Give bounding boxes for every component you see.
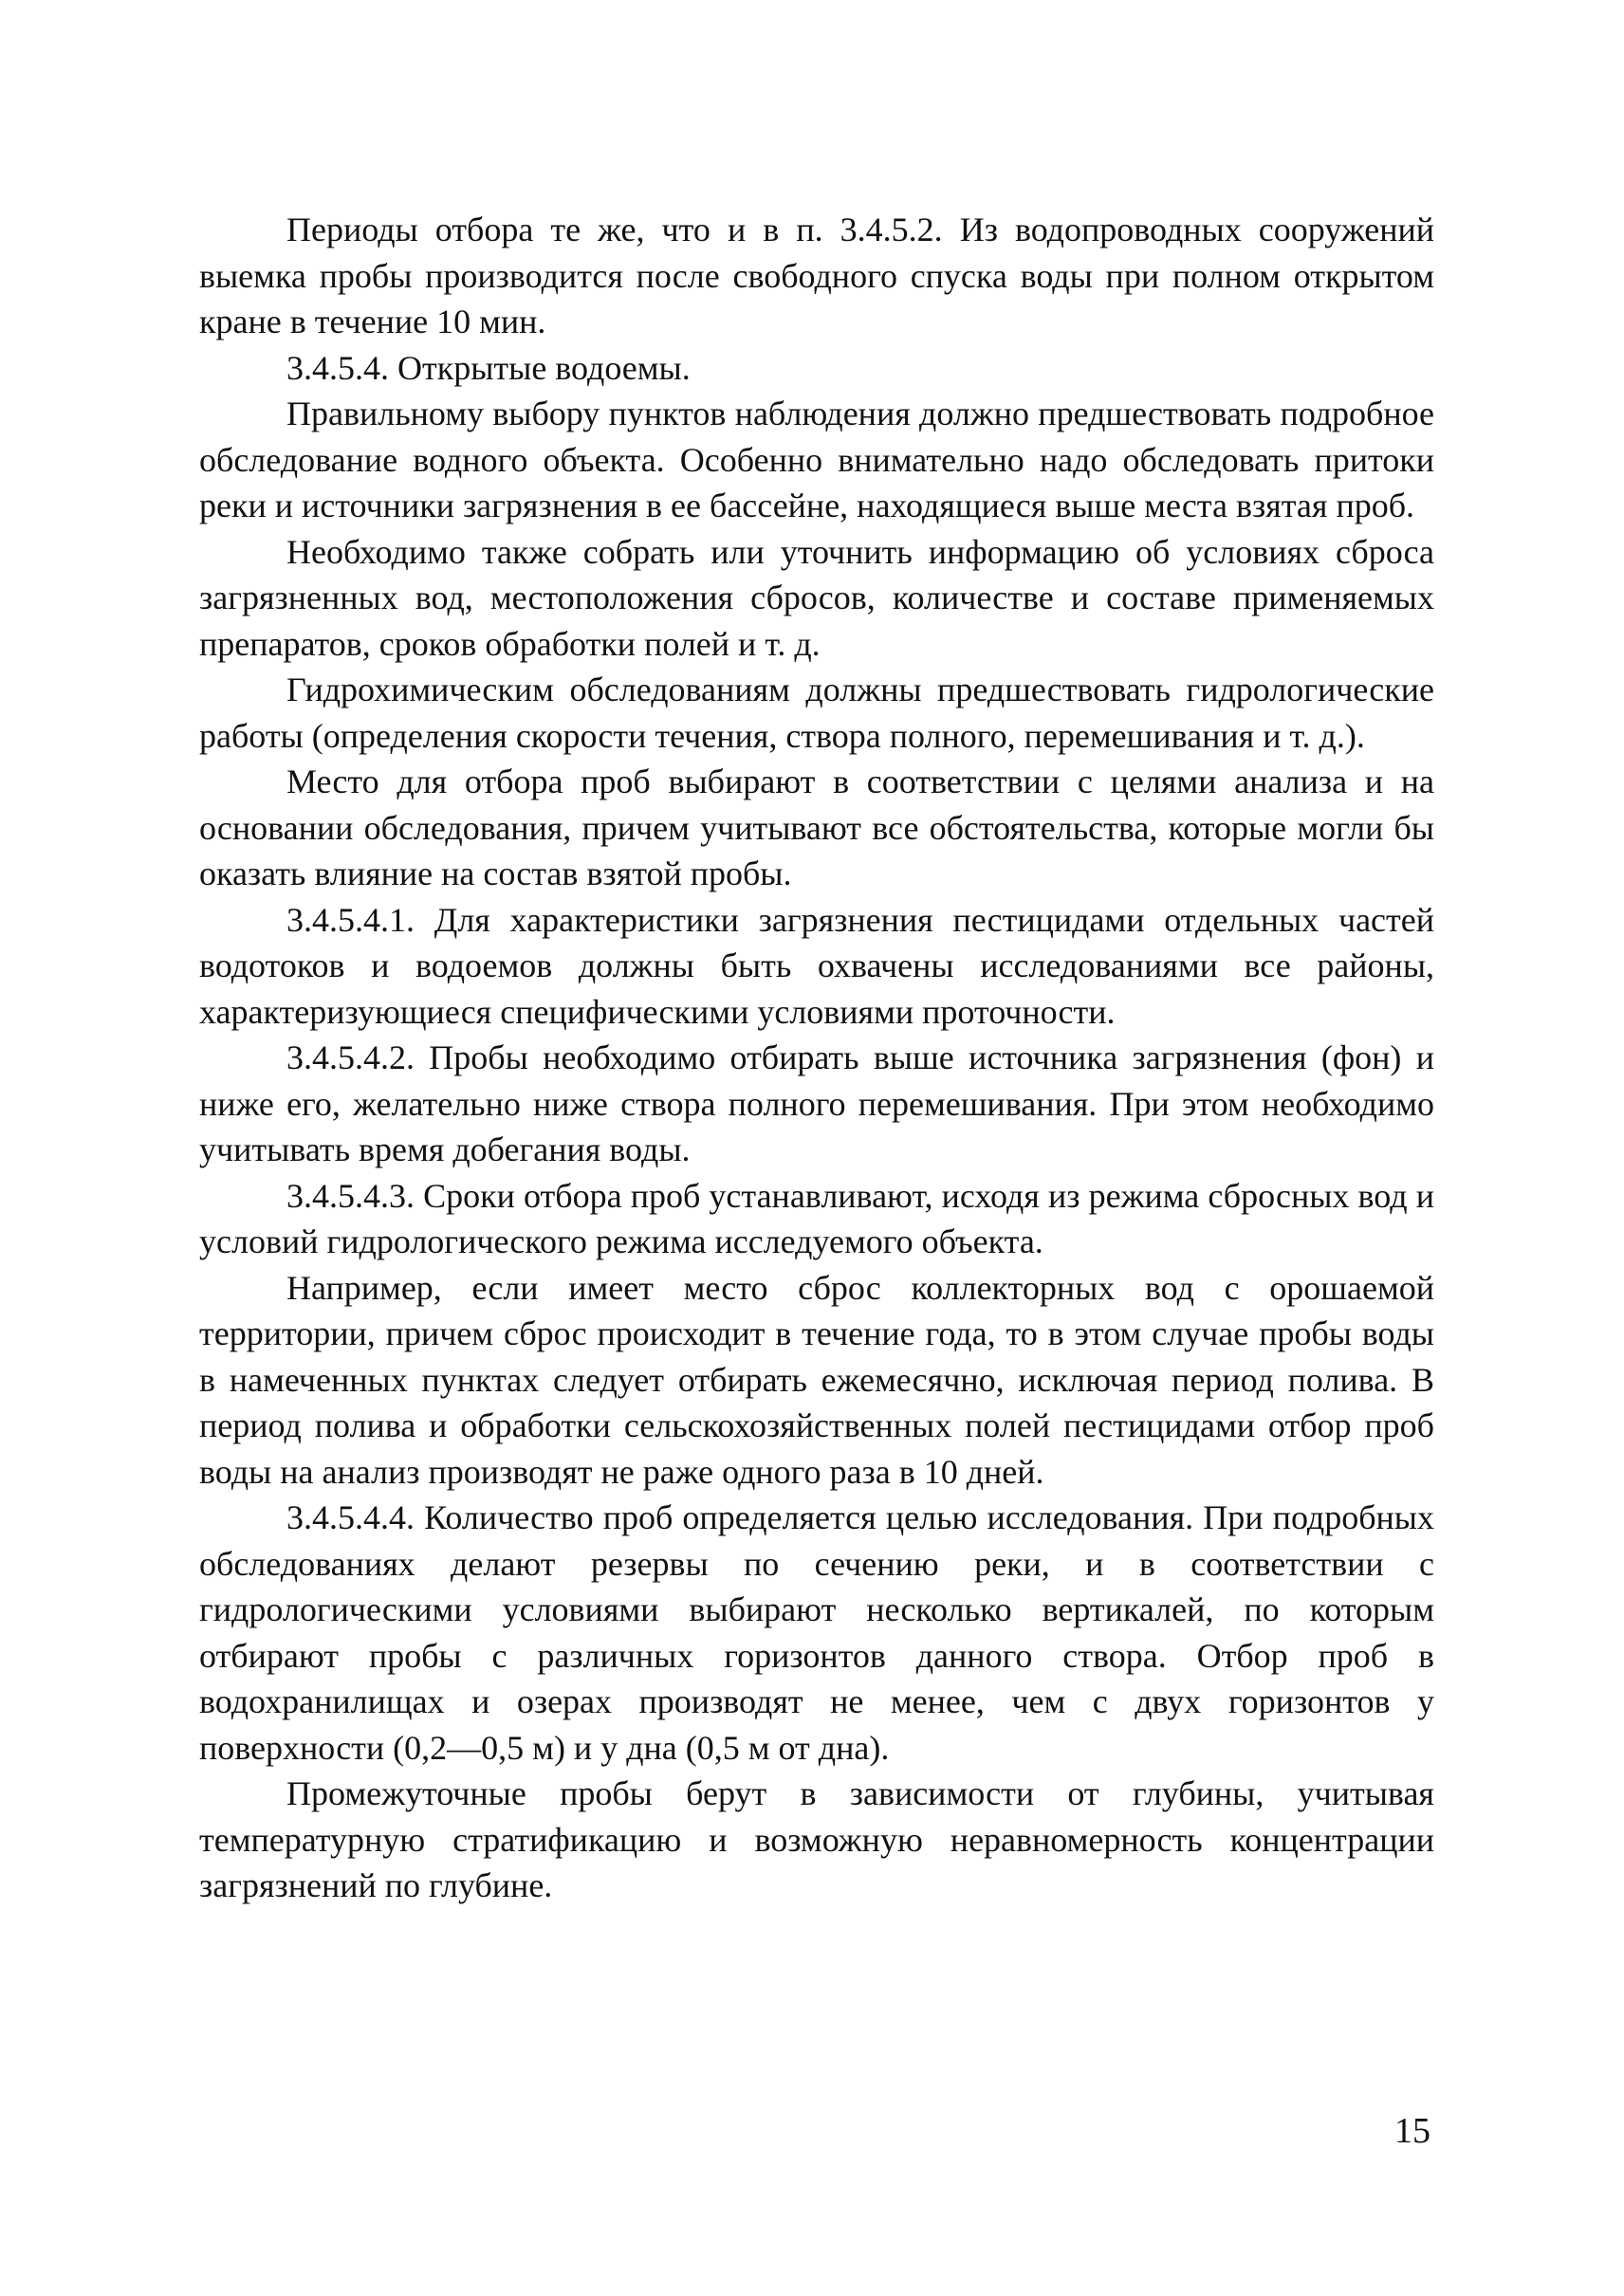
paragraph-intermediate-samples: Промежуточные пробы берут в зависимости от глубины, учитывая температурную стратификацию и возможную неравномерность концентрации загрязнений по глубине. (199, 1774, 1434, 1904)
paragraph-3-4-5-4-2: 3.4.5.4.2. Пробы необходимо отбирать выше источника загрязнения (фон) и ниже его, желательно ниже створа полного перемешивания. При этом необходимо учитывать время добегания воды. (199, 1038, 1434, 1168)
paragraph-sampling-periods: Периоды отбора те же, что и в п. 3.4.5.2. Из водопроводных сооружений выемка пробы производится после свободного спуска воды при полном открытом кране в течение 10 мин. (199, 211, 1434, 340)
paragraph-hydrological-work: Гидрохимическим обследованиям должны предшествовать гидрологические работы (определения скорости течения, створа полного, перемешивания и т. д.). (199, 670, 1434, 755)
paragraph-example-collector-waters: Например, если имеет место сброс коллекторных вод с орошаемой территории, причем сброс происходит в течение года, то в этом случае пробы воды в намеченных пунктах следует отбирать ежемесячно, исключая период полива. В период полива и обработки сельскохозяйственных полей пестицидами отбор проб воды на анализ производят не раже одного раза в 10 дней. (199, 1268, 1434, 1491)
paragraph-3-4-5-4-1: 3.4.5.4.1. Для характеристики загрязнения пестицидами отдельных частей водотоков и водоемов должны быть охвачены исследованиями все районы, характеризующиеся специфическими условиями проточности. (199, 900, 1434, 1031)
paragraph-3-4-5-4-3: 3.4.5.4.3. Сроки отбора проб устанавливают, исходя из режима сбросных вод и условий гидрологического режима исследуемого объекта. (199, 1176, 1434, 1260)
paragraph-observation-points: Правильному выбору пунктов наблюдения должно предшествовать подробное обследование водного объекта. Особенно внимательно надо обследовать притоки реки и источники загрязнения в ее бассейне, находящиеся выше места взятая проб. (199, 395, 1434, 524)
section-heading-open-reservoirs: 3.4.5.4. Открытые водоемы. (286, 348, 691, 387)
paragraph-discharge-info: Необходимо также собрать или уточнить информацию об условиях сброса загрязненных вод, местоположения сбросов, количестве и составе применяемых препаратов, сроков обработки полей и т. д. (199, 532, 1434, 663)
paragraph-3-4-5-4-4: 3.4.5.4.4. Количество проб определяется целью исследования. При подробных обследованиях делают резервы по сечению реки, и в соответствии с гидрологическими условиями выбирают несколько вертикалей, по которым отбирают пробы с различных горизонтов данного створа. Отбор проб в водохранилищах и озерах производят не менее, чем с двух горизонтов у поверхности (0,2—0,5 м) и у дна (0,5 м от дна). (199, 1498, 1434, 1767)
body-text (199, 207, 1434, 1909)
paragraph-sampling-location: Место для отбора проб выбирают в соответствии с целями анализа и на основании обследования, причем учитывают все обстоятельства, которые могли бы оказать влияние на состав взятой пробы. (199, 762, 1434, 892)
page-number: 15 (1394, 2111, 1430, 2151)
